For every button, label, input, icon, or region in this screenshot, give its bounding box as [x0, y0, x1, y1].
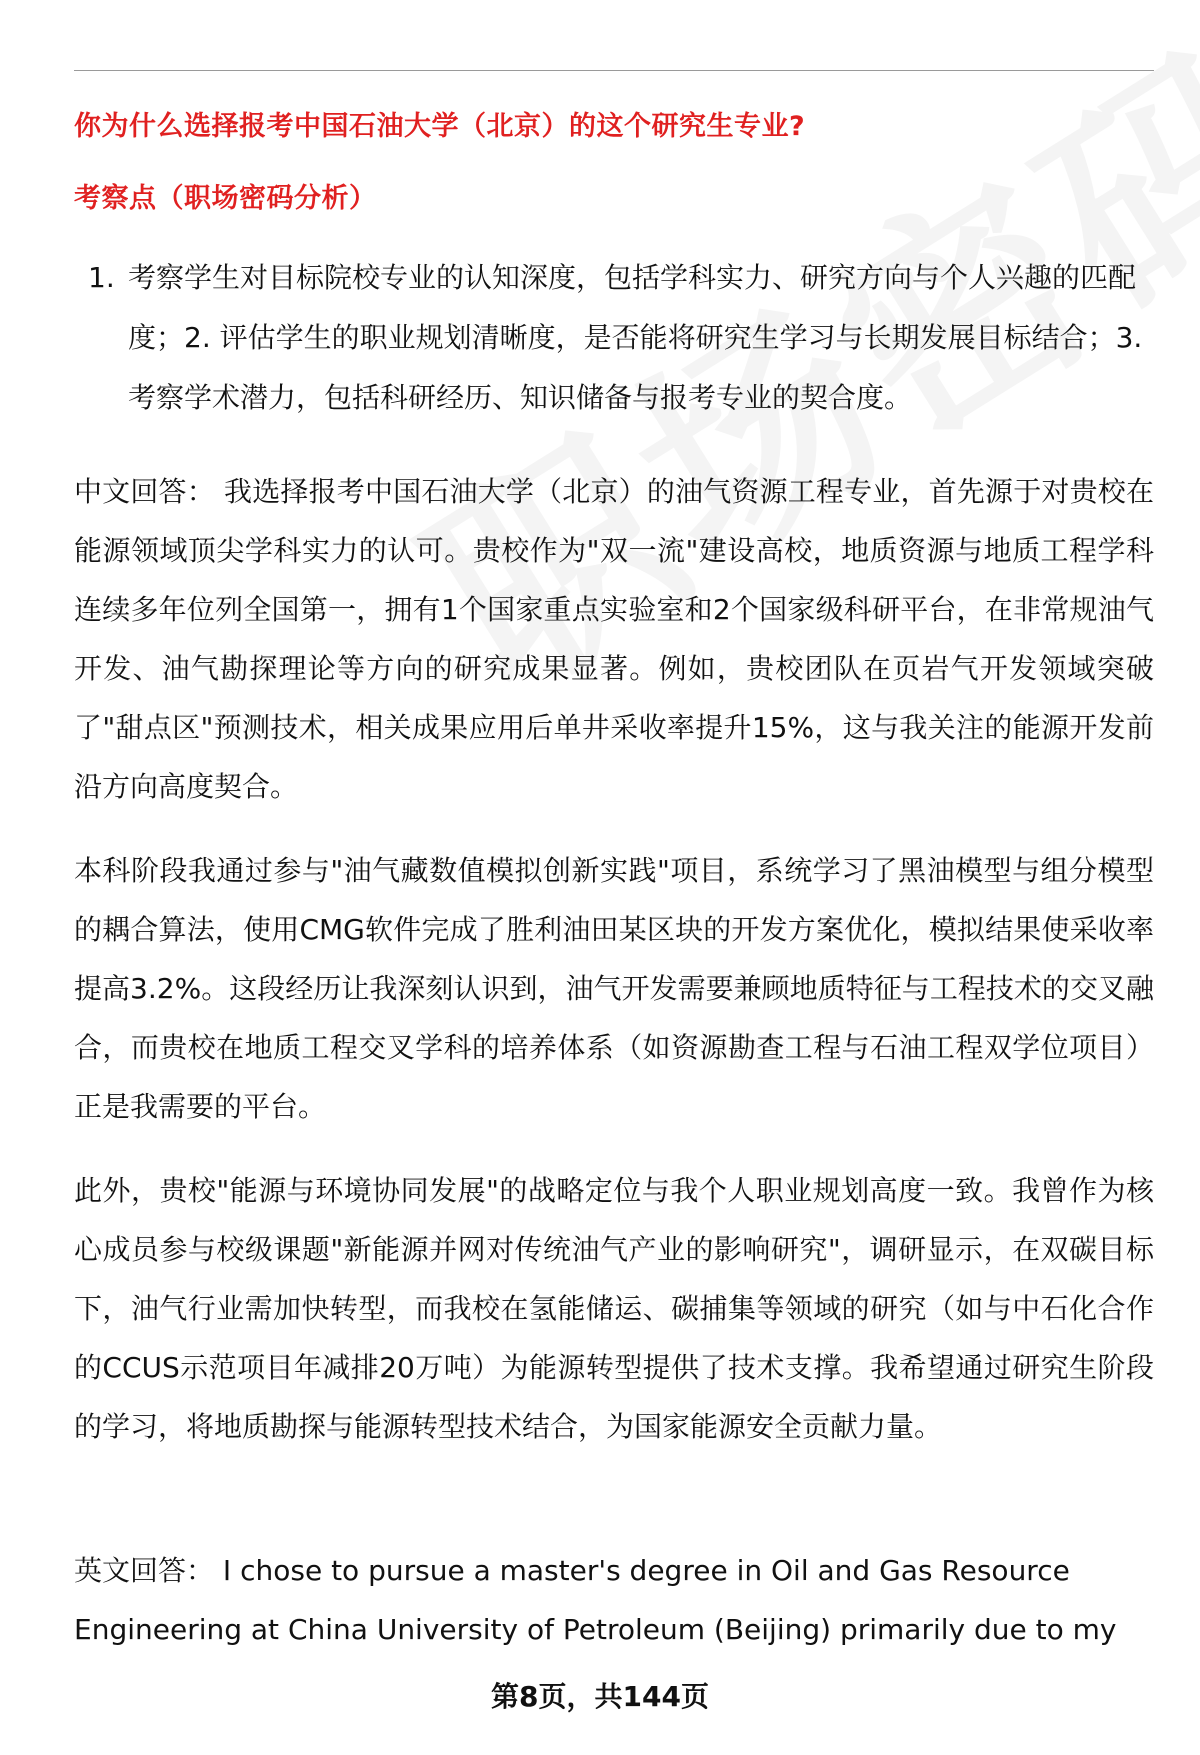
english-answer-label: 英文回答：	[74, 1554, 215, 1587]
assessment-list	[74, 248, 1144, 428]
chinese-answer-text-1: 我选择报考中国石油大学（北京）的油气资源工程专业，首先源于对贵校在能源领域顶尖学科实力的认可。贵校作为"双一流"建设高校，地质资源与地质工程学科连续多年位列全国第一，拥有1个国家重点实验室和2个国家级科研平台，在非常规油气开发、油气勘探理论等方向的研究成果显著。例如，贵校团队在页岩气开发领域突破了"甜点区"预测技术，相关成果应用后单井采收率提升15%，这与我关注的能源开发前沿方向高度契合。	[74, 475, 1154, 803]
english-answer-text: I chose to pursue a master's degree in Oil and Gas Resource Engineering at China University of Petroleum (Beijing) primarily due to my	[74, 1554, 1117, 1646]
page-footer: 第8页，共144页	[491, 1680, 709, 1713]
top-divider	[74, 70, 1154, 71]
chinese-answer-paragraph-1	[74, 462, 1154, 816]
chinese-answer-paragraph-2: 本科阶段我通过参与"油气藏数值模拟创新实践"项目，系统学习了黑油模型与组分模型的耦合算法，使用CMG软件完成了胜利油田某区块的开发方案优化，模拟结果使采收率提高3.2%。这段经历让我深刻认识到，油气开发需要兼顾地质特征与工程技术的交叉融合，而贵校在地质工程交叉学科的培养体系（如资源勘查工程与石油工程双学位项目）正是我需要的平台。	[74, 854, 1154, 1123]
chinese-answer-paragraph-3: 此外，贵校"能源与环境协同发展"的战略定位与我个人职业规划高度一致。我曾作为核心成员参与校级课题"新能源并网对传统油气产业的影响研究"，调研显示，在双碳目标下，油气行业需加快转型，而我校在氢能储运、碳捕集等领域的研究（如与中石化合作的CCUS示范项目年减排20万吨）为能源转型提供了技术支撑。我希望通过研究生阶段的学习，将地质勘探与能源转型技术结合，为国家能源安全贡献力量。	[74, 1174, 1154, 1443]
assessment-heading: 考察点（职场密码分析）	[74, 183, 377, 214]
assessment-text: 考察学生对目标院校专业的认知深度，包括学科实力、研究方向与个人兴趣的匹配度；2. 评估学生的职业规划清晰度，是否能将研究生学习与长期发展目标结合；3. 考察学术潜力，包括科研经历、知识储备与报考专业的契合度。	[128, 261, 1143, 414]
list-number: 1.	[88, 261, 115, 294]
english-answer-paragraph	[74, 1541, 1134, 1659]
question-title: 你为什么选择报考中国石油大学（北京）的这个研究生专业?	[74, 111, 806, 142]
chinese-answer-label: 中文回答：	[74, 475, 215, 508]
